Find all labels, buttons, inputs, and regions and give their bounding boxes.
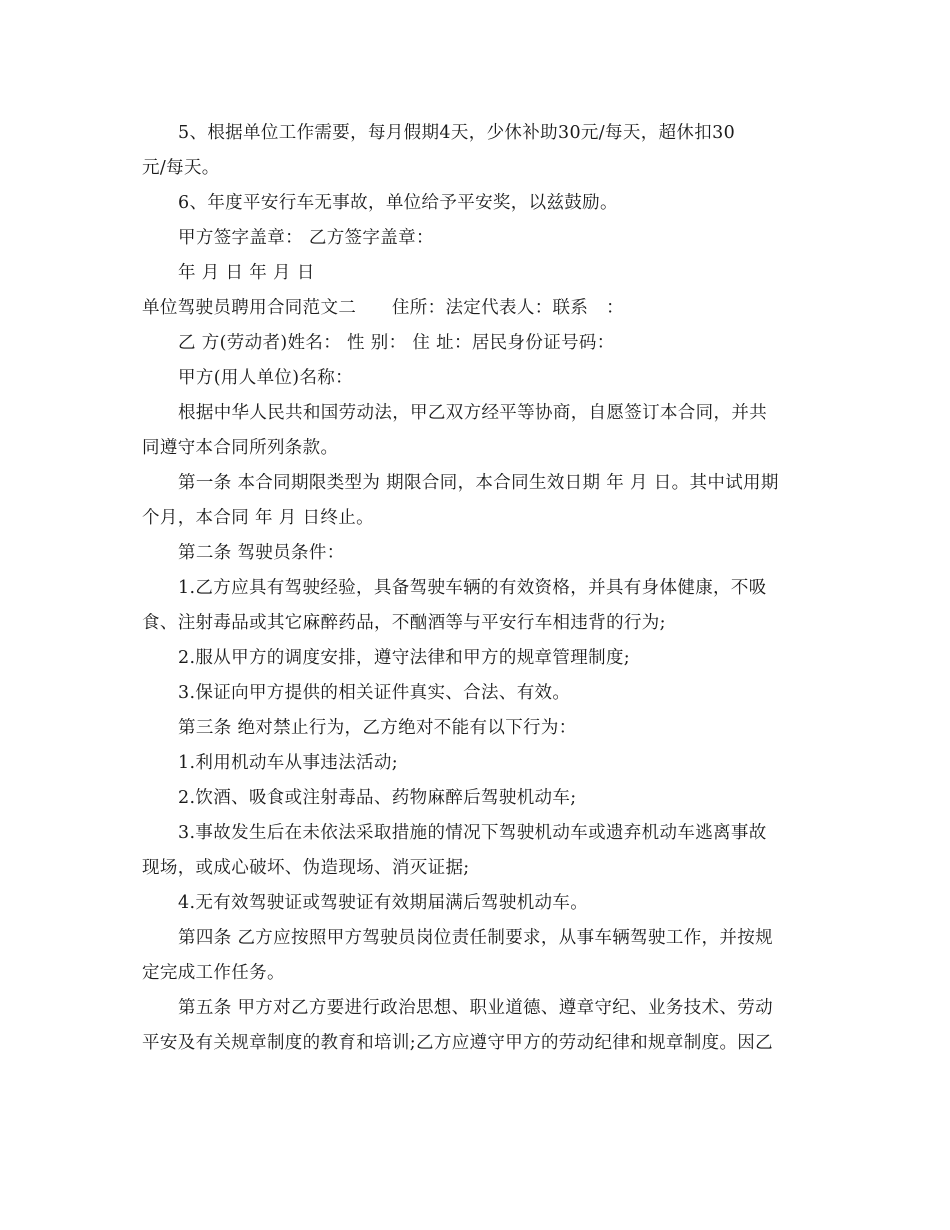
text-line: 根据中华人民共和国劳动法，甲乙双方经平等协商，自愿签订本合同，并共 — [178, 403, 768, 423]
text-line: 第三条 绝对禁止行为，乙方绝对不能有以下行为： — [178, 718, 577, 738]
text-line: 同遵守本合同所列条款。 — [142, 438, 339, 458]
text-line: 个月，本合同 年 月 日终止。 — [142, 508, 374, 528]
text-line: 年 月 日 年 月 日 — [178, 263, 315, 283]
section-heading: 单位驾驶员聘用合同范文二 住所：法定代表人：联系 ： — [142, 298, 624, 318]
text-line: 5、根据单位工作需要，每月假期4天，少休补助30元/每天，超休扣30 — [178, 123, 736, 143]
document-body — [142, 116, 804, 1061]
text-line: 乙 方(劳动者)姓名： 性 别： 住 址：居民身份证号码： — [178, 333, 615, 353]
text-line: 第五条 甲方对乙方要进行政治思想、职业道德、遵章守纪、业务技术、劳动 — [178, 998, 773, 1018]
text-line: 6、年度平安行车无事故，单位给予平安奖，以兹鼓励。 — [178, 193, 618, 213]
text-line: 1.乙方应具有驾驶经验，具备驾驶车辆的有效资格，并具有身体健康，不吸 — [178, 578, 767, 598]
text-line: 2.服从甲方的调度安排，遵守法律和甲方的规章管理制度; — [178, 648, 631, 668]
text-line: 3.事故发生后在未依法采取措施的情况下驾驶机动车或遗弃机动车逃离事故 — [178, 823, 767, 843]
text-line: 1.利用机动车从事违法活动; — [178, 753, 398, 773]
text-line: 元/每天。 — [142, 158, 220, 178]
text-line: 2.饮酒、吸食或注射毒品、药物麻醉后驾驶机动车; — [178, 788, 577, 808]
text-line: 3.保证向甲方提供的相关证件真实、合法、有效。 — [178, 683, 571, 703]
text-line: 第四条 乙方应按照甲方驾驶员岗位责任制要求，从事车辆驾驶工作，并按规 — [178, 928, 773, 948]
text-line: 第一条 本合同期限类型为 期限合同，本合同生效日期 年 月 日。其中试用期 — [178, 473, 779, 493]
text-line: 甲方(用人单位)名称： — [178, 368, 354, 388]
text-line: 甲方签字盖章： 乙方签字盖章： — [178, 228, 434, 248]
text-line: 平安及有关规章制度的教育和培训;乙方应遵守甲方的劳动纪律和规章制度。因乙 — [142, 1033, 773, 1053]
text-line: 食、注射毒品或其它麻醉药品，不酗酒等与平安行车相违背的行为; — [142, 613, 666, 633]
text-line: 第二条 驾驶员条件： — [178, 543, 345, 563]
text-line: 现场，或成心破坏、伪造现场、消灭证据; — [142, 858, 470, 878]
text-line: 定完成工作任务。 — [142, 963, 285, 983]
text-line: 4.无有效驾驶证或驾驶证有效期届满后驾驶机动车。 — [178, 893, 589, 913]
